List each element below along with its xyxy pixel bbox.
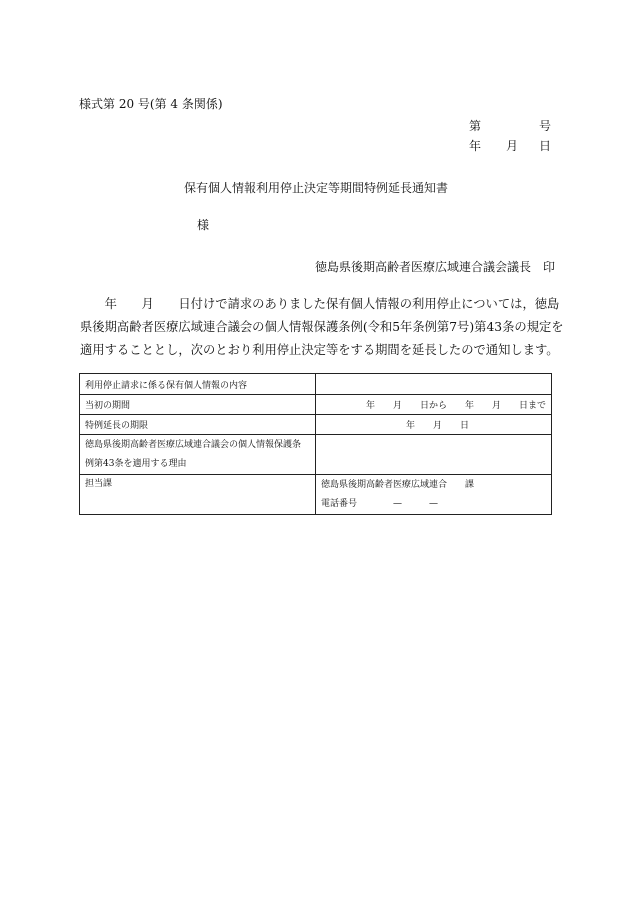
form-number: 様式第 20 号(第 4 条関係) <box>79 97 223 111</box>
date-day: 日 <box>539 139 552 153</box>
document-number-prefix: 第 <box>469 119 482 133</box>
table-label-cell <box>80 435 316 475</box>
sender-name: 徳島県後期高齢者医療広域連合議会議長 印 <box>315 260 556 274</box>
phone-line: 電話番号 — — <box>321 498 439 509</box>
body-paragraph <box>80 293 564 362</box>
body-line: 適用することとし，次のとおり利用停止決定等をする期間を延長したので通知します。 <box>80 343 559 357</box>
table-value-cell: 年 月 日から 年 月 日まで <box>316 395 552 415</box>
document-number-suffix: 号 <box>539 119 552 133</box>
table-row <box>80 374 552 395</box>
table-label-cell: 特例延長の期限 <box>80 415 316 435</box>
table-row <box>80 395 552 415</box>
body-line: 年 月 日付けで請求のありました保有個人情報の利用停止については，徳島 <box>80 297 560 311</box>
table-label-cell: 利用停止請求に係る保有個人情報の内容 <box>80 374 316 395</box>
table-row <box>80 475 552 515</box>
info-table <box>79 373 552 515</box>
table-label-line: 担当課 <box>85 479 113 489</box>
department-line: 徳島県後期高齢者医療広域連合 課 <box>321 479 475 490</box>
document-title: 保有個人情報利用停止決定等期間特例延長通知書 <box>184 181 449 195</box>
table-label-line: 例第43条を適用する理由 <box>85 458 187 469</box>
table-value-cell <box>316 374 552 395</box>
addressee-honorific: 様 <box>197 218 210 232</box>
table-label-cell <box>80 475 316 515</box>
table-row <box>80 415 552 435</box>
table-value-cell <box>316 475 552 515</box>
table-value-cell: 年 月 日 <box>316 415 552 435</box>
body-line: 県後期高齢者医療広域連合議会の個人情報保護条例(令和5年条例第7号)第43条の規定を <box>80 320 564 334</box>
table-value-cell <box>316 435 552 475</box>
date-month: 月 <box>506 139 519 153</box>
table-row <box>80 435 552 475</box>
date-year: 年 <box>469 139 482 153</box>
table-label-line: 徳島県後期高齢者医療広域連合議会の個人情報保護条 <box>85 439 302 450</box>
table-label-cell: 当初の期間 <box>80 395 316 415</box>
